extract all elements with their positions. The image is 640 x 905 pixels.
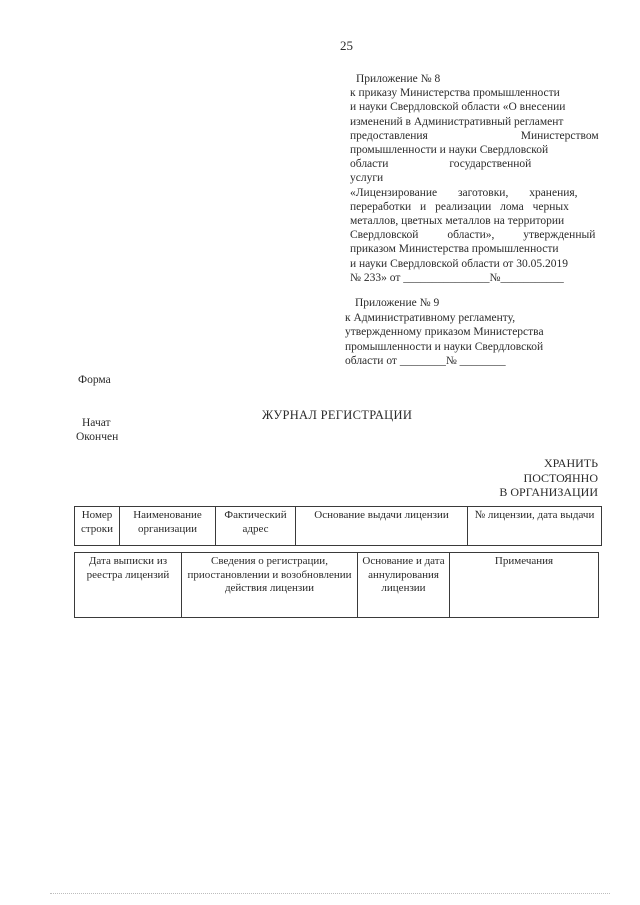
table-header-cell: Номер строки	[75, 507, 120, 546]
table-header-cell: Фактический адрес	[216, 507, 296, 546]
table-header-cell: Основание выдачи лицензии	[296, 507, 468, 546]
table-header-cell: Наименование организации	[120, 507, 216, 546]
scan-edge-divider	[50, 893, 610, 894]
started-label: Начат	[82, 417, 111, 429]
table-header-cell: № лицензии, дата выдачи	[468, 507, 602, 546]
appendix-8-line: области государственной услуги	[350, 158, 532, 185]
appendix-9-line: к Административному регламенту,	[345, 311, 516, 324]
page-number: 25	[340, 38, 353, 53]
appendix-8-line: и науки Свердловской области «О внесении	[350, 101, 566, 114]
table-header-cell: Основание и дата аннулирования лицензии	[358, 553, 450, 618]
appendix-8-line: промышленности и науки Свердловской	[350, 144, 549, 157]
appendix-8-line: Приложение № 8	[356, 73, 441, 85]
keep-notice-line: В ОРГАНИЗАЦИИ	[499, 485, 598, 499]
appendix-9-line: утвержденному приказом Министерства	[345, 326, 544, 338]
keep-notice-line: ХРАНИТЬ	[543, 456, 598, 470]
registration-table-1	[74, 506, 602, 546]
appendix-8-line: и науки Свердловской области от 30.05.2019	[350, 257, 568, 270]
form-label: Форма	[78, 374, 111, 386]
table-header-cell: Сведения о регистрации, приостановлении и возобновлении действия лицензии	[182, 553, 358, 618]
appendix-8-line: металлов, цветных металлов на территории	[350, 215, 565, 228]
appendix-8-line: к приказу Министерства промышленности	[350, 87, 560, 100]
keep-notice-line: ПОСТОЯННО	[523, 470, 598, 485]
finished-label: Окончен	[76, 431, 119, 443]
table-header-cell: Дата выписки из реестра лицензий	[75, 553, 182, 618]
appendix-9-header	[345, 296, 607, 369]
table-row	[75, 553, 599, 618]
appendix-8-header	[350, 72, 602, 285]
appendix-8-line: переработки и реализации лома черных	[350, 200, 569, 213]
appendix-8-line: приказом Министерства промышленности	[350, 243, 559, 256]
table-header-cell: Примечания	[450, 553, 599, 618]
appendix-8-line: Свердловской области», утвержденный	[350, 229, 596, 242]
table-row	[75, 507, 602, 546]
appendix-8-line: предоставления Министерством	[350, 129, 599, 142]
journal-title: ЖУРНАЛ РЕГИСТРАЦИИ	[262, 408, 413, 422]
appendix-9-line: области от ________№ ________	[345, 355, 506, 367]
appendix-8-line: «Лицензирование заготовки, хранения,	[350, 186, 578, 199]
registration-table-2	[74, 552, 599, 618]
appendix-8-line: изменений в Административный регламент	[350, 115, 564, 128]
appendix-9-line: промышленности и науки Свердловской	[345, 340, 544, 353]
appendix-8-line: № 233» от _______________№___________	[350, 271, 564, 284]
keep-notice	[499, 456, 598, 500]
appendix-9-line: Приложение № 9	[355, 297, 440, 309]
